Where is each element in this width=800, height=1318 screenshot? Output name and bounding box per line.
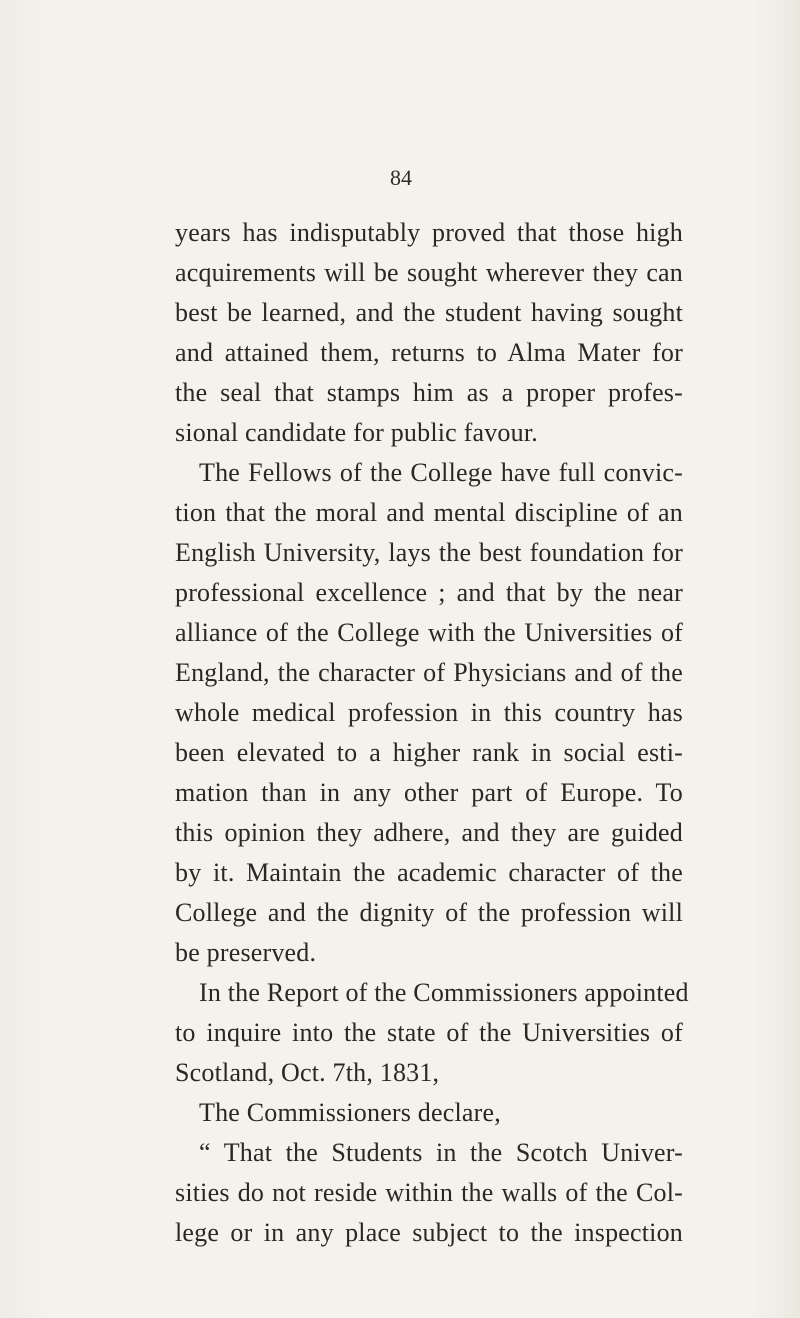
text-line: Scotland, Oct. 7th, 1831, (175, 1058, 440, 1087)
text-line: English University, lays the best foundation for (175, 538, 683, 567)
text-line: “ That the Students in the Scotch Univer- (199, 1138, 683, 1167)
text-line: whole medical profession in this country has (175, 698, 683, 727)
text-line: College and the dignity of the profession will (175, 898, 683, 927)
text-line: professional excellence ; and that by the near (175, 578, 683, 607)
text-line: sities do not reside within the walls of the Col- (175, 1178, 683, 1207)
text-line: sional candidate for public favour. (175, 418, 538, 447)
text-line: the seal that stamps him as a proper profes- (175, 378, 683, 407)
text-line: acquirements will be sought wherever they can (175, 258, 683, 287)
text-line: England, the character of Physicians and of the (175, 658, 683, 687)
text-line: be preserved. (175, 938, 317, 967)
text-line: years has indisputably proved that those high (175, 218, 683, 247)
text-line: lege or in any place subject to the inspection (175, 1218, 683, 1247)
page-number: 84 (390, 165, 412, 190)
text-line: alliance of the College with the Universities of (175, 618, 683, 647)
text-line: The Commissioners declare, (199, 1098, 501, 1127)
text-line: best be learned, and the student having sought (175, 298, 683, 327)
body-text (175, 213, 689, 1253)
text-line: tion that the moral and mental discipline of an (175, 498, 683, 527)
text-line: to inquire into the state of the Universities of (175, 1018, 683, 1047)
text-line: by it. Maintain the academic character of the (175, 858, 683, 887)
text-line: and attained them, returns to Alma Mater for (175, 338, 683, 367)
text-line: The Fellows of the College have full convic- (199, 458, 683, 487)
text-line: this opinion they adhere, and they are guided (175, 818, 683, 847)
text-line: In the Report of the Commissioners appointed (199, 978, 689, 1007)
text-line: mation than in any other part of Europe. To (175, 778, 683, 807)
text-line: been elevated to a higher rank in social esti- (175, 738, 683, 767)
